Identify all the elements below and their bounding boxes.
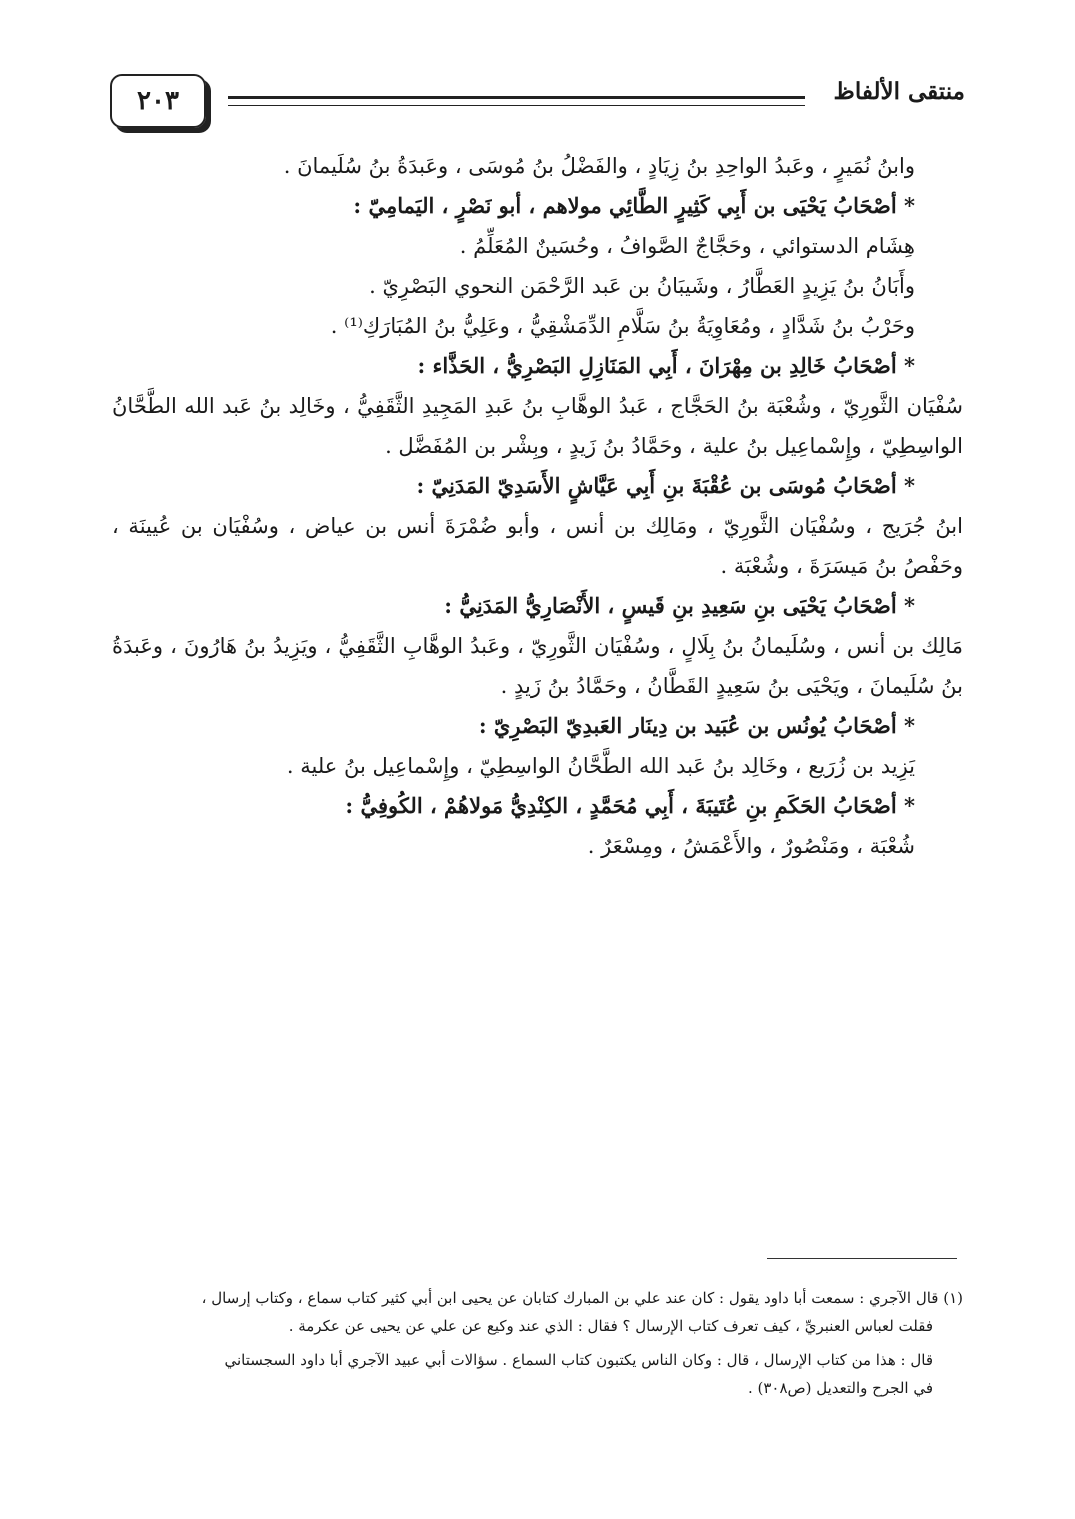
text-paragraph: سُفْيَان الثَّورِيّ ، وشُعْبَة بنُ الحَجَّاج ، عَبدُ الوهَّابِ بنُ عَبدِ المَجِيدِ الثَّقَفِيُّ ، وخَالِد بنُ عَبد الله الطَّحَّانُ الواسِطِيّ ، وإِسْماعِيل بنُ علية ، وحَمَّادُ بنُ زَيدٍ ، وبِشْر بن المُفَضَّل . [112, 394, 963, 458]
section-heading: * أصْحَابُ خَالِدِ بن مِهْرَانَ ، أَبِي المَنَازِلِ البَصْرِيُّ ، الحَذَّاء : [417, 353, 915, 378]
text-line: وحَرْبُ بنُ شَدَّادٍ ، ومُعَاوِيَةُ بنُ سَلَّامِ الدِّمَشْقِيُّ ، وعَلِيُّ بنُ المُبَارَكِ⁽¹⁾ . [330, 314, 915, 338]
text-paragraph: ابنُ جُرَيج ، وسُفْيَان الثَّورِيّ ، ومَالِك بن أنس ، وأبو ضُمْرَةَ أنس بن عياض ، وسُفْيَان بن عُيينَة ، وحَفْصُ بنُ مَيسَرَةَ ، وشُعْبَة . [112, 514, 963, 578]
footnote-divider [767, 1258, 957, 1259]
page-header [110, 62, 965, 132]
text-line: وابنُ نُمَيرٍ ، وعَبدُ الواحِدِ بنُ زِيَادٍ ، والفَضْلُ بنُ مُوسَى ، وعَبدَةُ بنُ سُلَيمانَ . [283, 154, 915, 178]
section-heading: * أصْحَابُ مُوسَى بن عُقْبَةَ بنِ أَبِي عَيَّاشٍ الأَسَدِيّ المَدَنِيّ : [416, 473, 915, 498]
section-heading: * أصْحَابُ الحَكَمِ بنِ عُتَيبَةَ ، أَبِي مُحَمَّدٍ ، الكِنْدِيُّ مَولاهُمْ ، الكُوفِيُّ : [345, 793, 915, 818]
book-title: منتقى الألفاظ [833, 78, 965, 105]
footnote-line: قال : هذا من كتاب الإرسال ، قال : وكان الناس يكتبون كتاب السماع . سؤالات أبي عبيد الآجري أبا داود السجستاني [224, 1351, 933, 1369]
text-paragraph: مَالِك بن أنس ، وسُلَيمانُ بنُ بِلَالٍ ، وسُفْيَان الثَّورِيّ ، وعَبدُ الوهَّابِ الثَّقَفِيُّ ، ويَزِيدُ بنُ هَارُونَ ، وعَبدَةُ بنُ سُلَيمانَ ، ويَحْيَى بنُ سَعِيدٍ القَطَّانُ ، وحَمَّادُ بنُ زَيدٍ . [112, 634, 963, 698]
section-heading: * أصْحَابُ يُونُس بن عُبَيد بن دِينَار العَبدِيّ البَصْرِيّ : [478, 713, 915, 738]
text-line: يَزِيد بن زُرَيع ، وخَالِد بنُ عَبد الله الطَّحَّانُ الواسِطِيّ ، وإِسْماعِيل بنُ علية . [286, 754, 915, 778]
page-number: ٢٠٣ [110, 74, 206, 128]
text-line: شُعْبَة ، ومَنْصُورٌ ، والأَعْمَشُ ، ومِسْعَرٌ . [587, 834, 915, 858]
section-heading: * أصْحَابُ يَحْيَى بن أَبِي كَثِيرٍ الطَّائِي مولاهم ، أبو نَصْرٍ ، اليَمامِيّ : [353, 193, 915, 218]
body-text [112, 146, 963, 866]
text-line: وأَبَانُ بنُ يَزِيدٍ العَطَّارُ ، وشَيبَانُ بن عَبد الرَّحْمَن النحوي البَصْرِيّ . [369, 274, 915, 298]
footnote-line: (١) قال الآجري : سمعت أبا داود يقول : كان عند علي بن المبارك كتابان عن يحيى ابن أبي كثير كتاب سماع ، وكتاب إرسال ، [201, 1289, 963, 1307]
footnote-line: فقلت لعباس العنبريِّ ، كيف تعرف كتاب الإرسال ؟ فقال : الذي عند وكيع عن علي عن يحيى عن عكرمة . [288, 1317, 933, 1335]
section-heading: * أصْحَابُ يَحْيَى بنِ سَعِيدِ بنِ قَيسٍ ، الأَنْصَارِيُّ المَدَنِيُّ : [444, 593, 915, 618]
text-line: هِشَام الدستوائي ، وحَجَّاجٌ الصَّوافُ ، وحُسَينٌ المُعَلِّمُ . [459, 234, 915, 258]
footnotes [112, 1284, 963, 1402]
footnote-line: في الجرح والتعديل (ص٣٠٨) . [747, 1379, 933, 1397]
header-rule [228, 96, 805, 106]
